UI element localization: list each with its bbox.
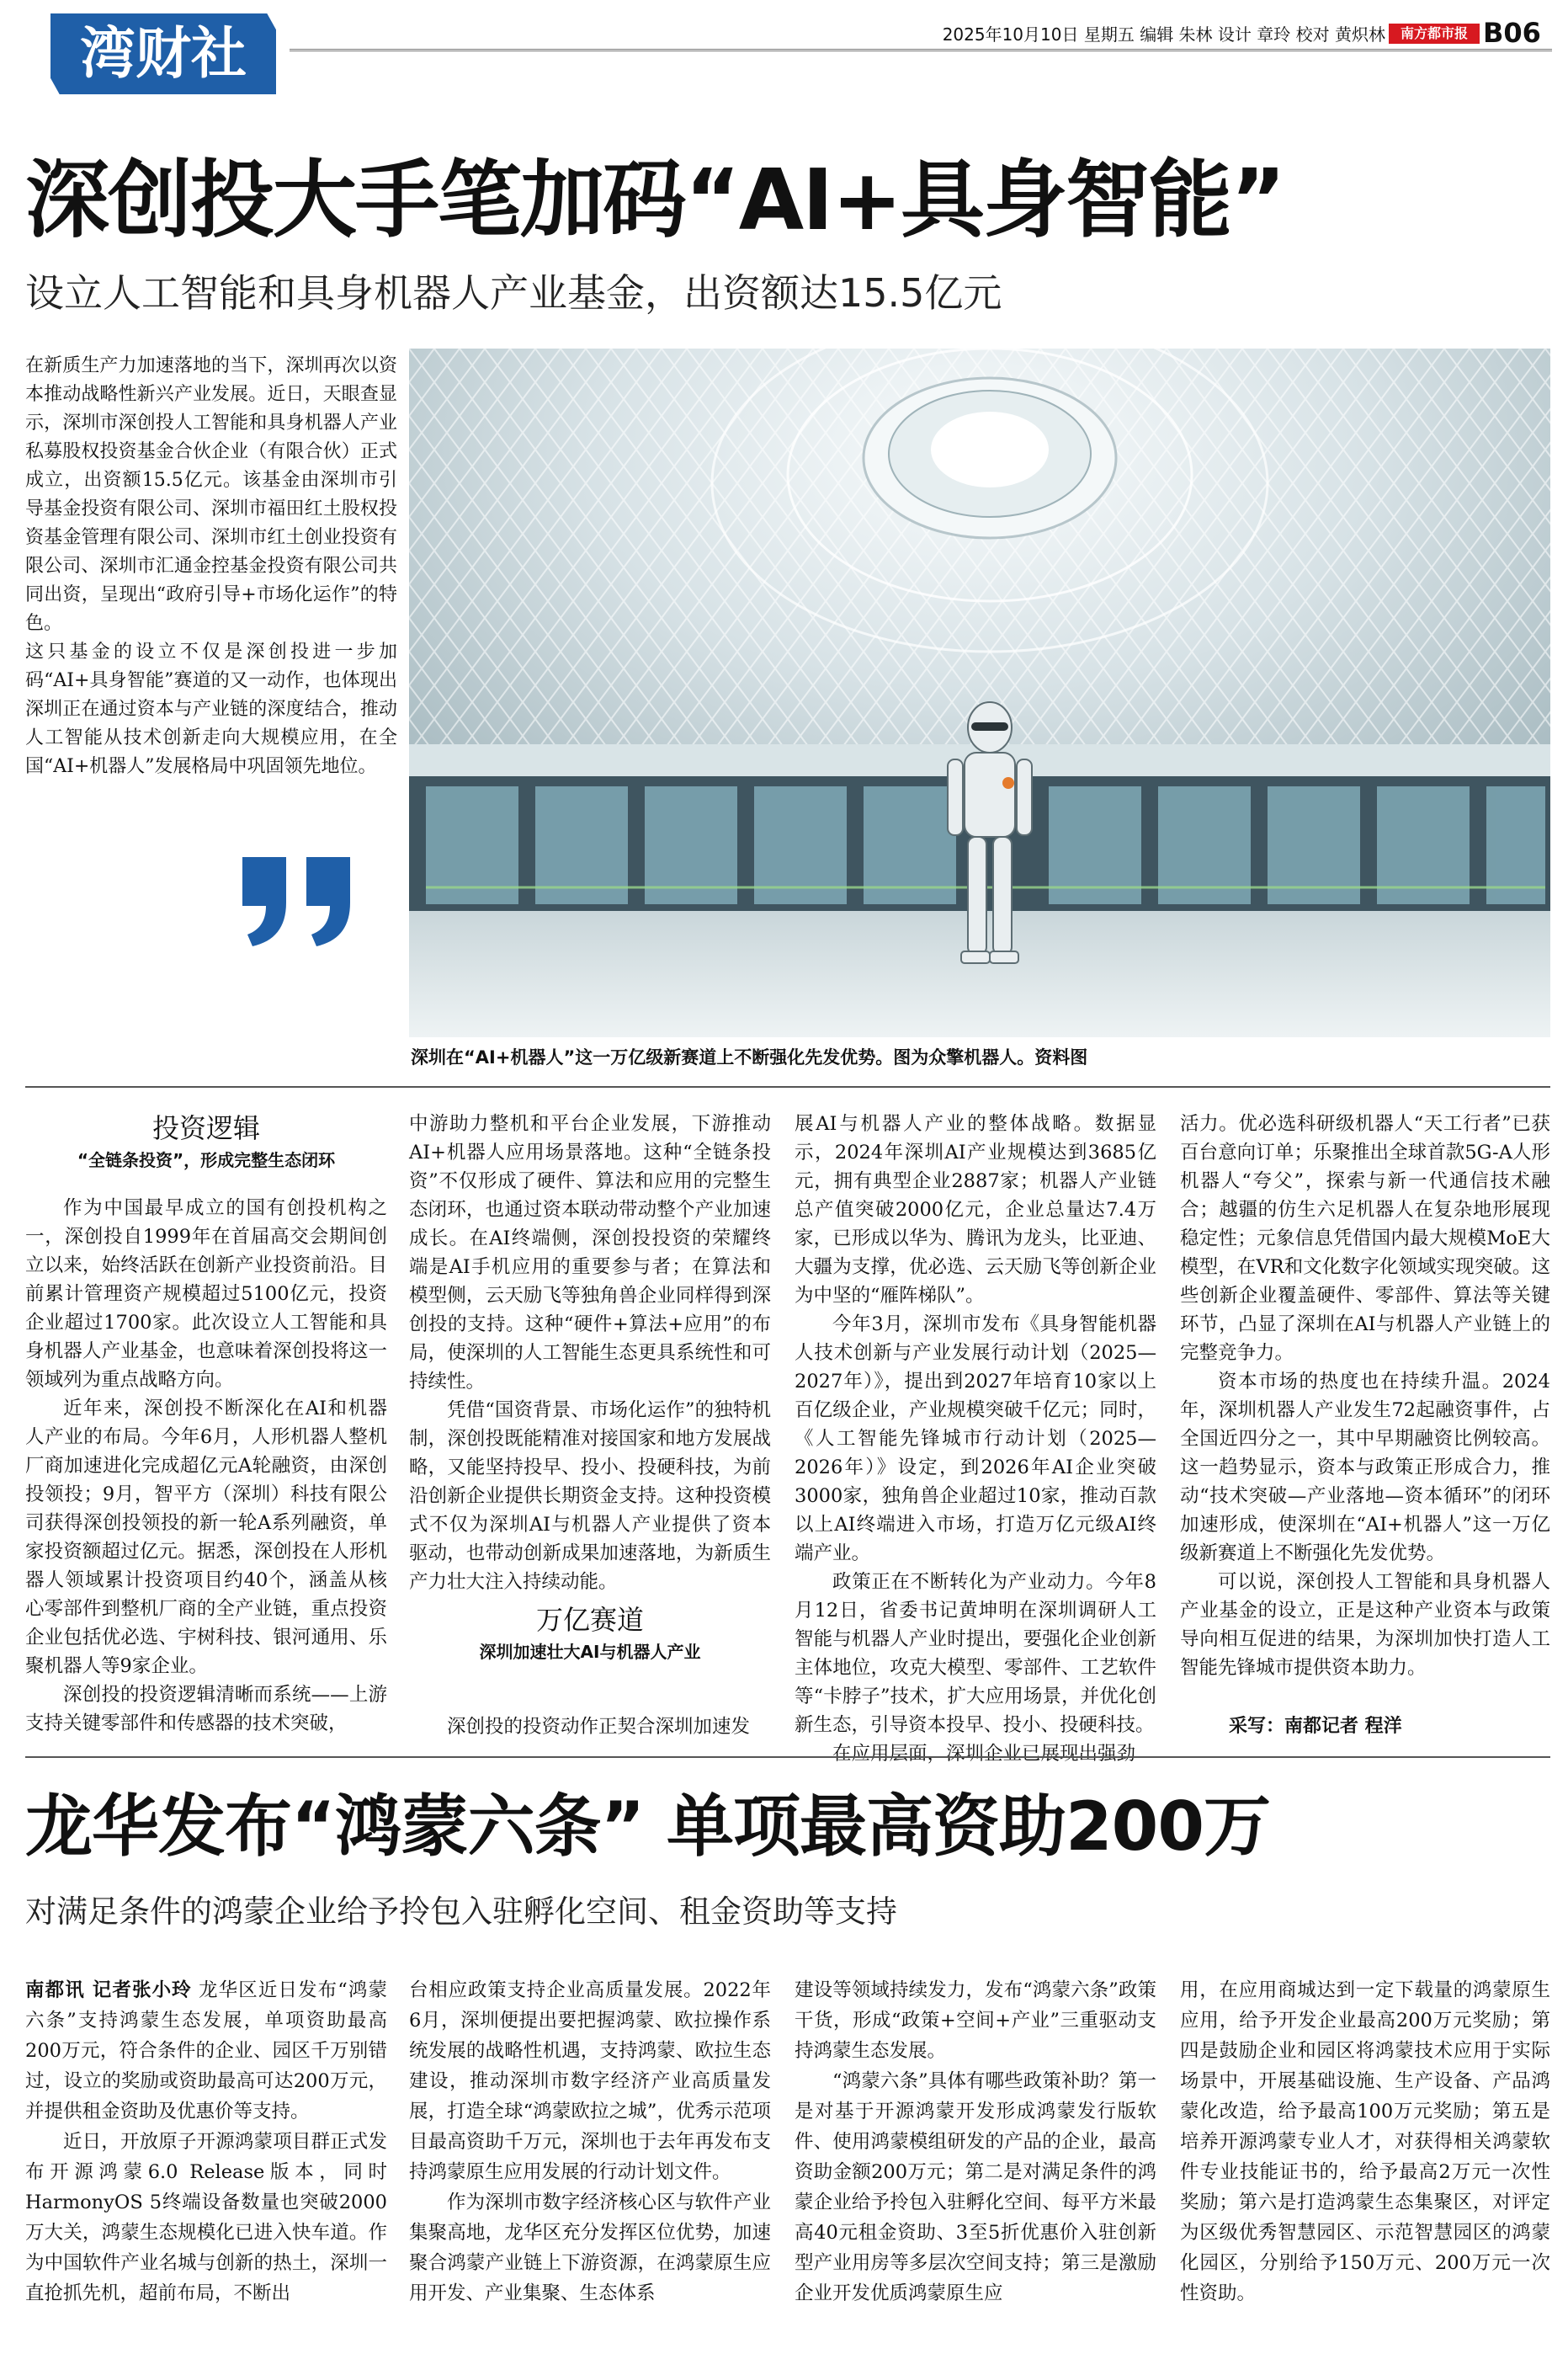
body-paragraph: 可以说，深创投人工智能和具身机器人产业基金的设立，正是这种产业资本与政策导向相互促进的结果，为深圳加快打造人工智能先锋城市提供资本助力。 [1180, 1571, 1550, 1679]
body-paragraph: 用，在应用商城达到一定下载量的鸿蒙原生应用，给予开发企业最高200万元奖励；第四是鼓励企业和园区将鸿蒙技术应用于实际场景中，开展基础设施、生产设备、产品鸿蒙化改造，给予最高100万元奖励；第五是培养开源鸿蒙专业人才，对获得相关鸿蒙软件专业技能证书的，给予最高2万元一次性奖励；第六是打造鸿蒙生态集聚区，对评定为区级优秀智慧园区、示范智慧园区的鸿蒙化园区，分别给予150万元、200万元一次性资助。 [1180, 1979, 1550, 2304]
date-line: 2025年10月10日 星期五 编辑 朱林 设计 章玲 校对 黄炽林 [942, 24, 1385, 45]
article1-byline: 采写：南都记者 程洋 [1229, 1716, 1402, 1737]
section-trillion-track [409, 1601, 771, 1665]
body-paragraph: “鸿蒙六条”具体有哪些政策补助？第一是对基于开源鸿蒙开发形成鸿蒙发行版软件、使用鸿蒙模组研发的产品的企业，最高资助金额200万元；第二是对满足条件的鸿蒙企业给予拎包入驻孵化空间、每平方米最高40元租金资助、3至5折优惠价入驻创新型产业用房等多层次空间支持；第三是激励企业开发优质鸿蒙原生应 [795, 2070, 1156, 2304]
article2-headline: 龙华发布“鸿蒙六条” 单项最高资助200万 [25, 1787, 1270, 1866]
article2-col1 [25, 1975, 387, 2309]
body-paragraph: 政策正在不断转化为产业动力。今年8月12日，省委书记黄坤明在深圳调研人工智能与机器人产业时提出，要强化企业创新主体地位，攻克大模型、零部件、工艺软件等“卡脖子”技术，扩大应用场景，并优化创新生态，引导资本投早、投小、投硬科技。 [795, 1571, 1156, 1736]
header-rule [290, 49, 1552, 51]
article1-col3 [795, 1110, 1156, 1768]
article1-lead [25, 352, 397, 781]
body-paragraph: 在应用层面，深圳企业已展现出强劲 [832, 1743, 1136, 1765]
body-paragraph: 深创投的投资动作正契合深圳加速发 [447, 1716, 751, 1738]
article2-col4 [1180, 1975, 1550, 2309]
article-divider [25, 1756, 1550, 1758]
body-paragraph: 台相应政策支持企业高质量发展。2022年6月，深圳便提出要把握鸿蒙、欧拉操作系统发展的战略性机遇，支持鸿蒙、欧拉生态建设，推动深圳市数字经济产业高质量发展，打造全球“鸿蒙欧拉之城”，优秀示范项目最高资助千万元，深圳也于去年再发布支持鸿蒙原生应用发展的行动计划文件。 [409, 1979, 771, 2183]
body-paragraph: 凭借“国资背景、市场化运作”的独特机制，深创投既能精准对接国家和地方发展战略，又能坚持投早、投小、投硬科技，为前沿创新企业提供长期资金支持。这种投资模式不仅为深圳AI与机器人产业提供了资本驱动，也带动创新成果加速落地，为新质生产力壮大注入持续动能。 [409, 1399, 771, 1593]
article2-byline: 南都讯 记者张小玲 [25, 1979, 192, 2001]
article2-subheadline: 对满足条件的鸿蒙企业给予拎包入驻孵化空间、租金资助等支持 [25, 1893, 897, 1930]
article2-col2 [409, 1975, 771, 2309]
quote-mark-icon [236, 850, 359, 950]
section-title: 投资逻辑 [151, 1112, 260, 1144]
body-paragraph: 建设等领域持续发力，发布“鸿蒙六条”政策干货，形成“政策+空间+产业”三重驱动支持鸿蒙生态发展。 [795, 1979, 1156, 2062]
lead-text: 龙华区近日发布“鸿蒙六条”支持鸿蒙生态发展，单项资助最高200万元，符合条件的企业、园区千万别错过，设立的奖励或资助最高可达200万元，并提供租金资助及优惠价等支持。 [25, 1979, 387, 2122]
body-paragraph: 近年来，深创投不断深化在AI和机器人产业的布局。今年6月，人形机器人整机厂商加速进化完成超亿元A轮融资，由深创投领投；9月，智平方（深圳）科技有限公司获得深创投领投的新一轮A系列融资，单家投资额超过亿元。据悉，深创投在人形机器人领域累计投资项目约40个，涵盖从核心零部件到整机厂商的全产业链，重点投资企业包括优必选、宇树科技、银河通用、乐聚机器人等9家企业。 [25, 1398, 387, 1677]
article2-col3 [795, 1975, 1156, 2309]
paper-logo: 南方都市报 [1389, 24, 1480, 44]
body-paragraph: 作为深圳市数字经济核心区与软件产业集聚高地，龙华区充分发挥区位优势，加速聚合鸿蒙产业链上下游资源，在鸿蒙原生应用开发、产业集聚、生态体系 [409, 2192, 771, 2304]
body-paragraph: 活力。优必选科研级机器人“天工行者”已获百台意向订单；乐聚推出全球首款5G-A人形机器人“夸父”，探索与新一代通信技术融合；越疆的仿生六足机器人在复杂地形展现稳定性；元象信息凭借国内最大规模MoE大模型，在VR和文化数字化领域实现突破。这些创新企业覆盖硬件、零部件、算法等关键环节，凸显了深圳在AI与机器人产业链上的完整竞争力。 [1180, 1113, 1550, 1364]
article1-subheadline: 设立人工智能和具身机器人产业基金，出资额达15.5亿元 [25, 270, 1002, 316]
body-paragraph: 资本市场的热度也在持续升温。2024年，深圳机器人产业发生72起融资事件，占全国近四分之一，其中早期融资比例较高。这一趋势显示，资本与政策正形成合力，推动“技术突破—产业落地—资本循环”的闭环加速形成，使深圳在“AI+机器人”这一万亿级新赛道上不断强化先发优势。 [1180, 1371, 1550, 1564]
body-paragraph: 展AI与机器人产业的整体战略。数据显示，2024年深圳AI产业规模达到3685亿元，拥有典型企业2887家；机器人产业链总产值突破2000亿元，企业总量达7.4万家，已形成以华为、腾讯为龙头，比亚迪、大疆为支撑，优必选、云天励飞等创新企业为中坚的“雁阵梯队”。 [795, 1113, 1156, 1307]
section-subtitle: “全链条投资”，形成完整生态闭环 [77, 1150, 336, 1170]
body-paragraph: 中游助力整机和平台企业发展，下游推动AI+机器人应用场景落地。这种“全链条投资”不仅形成了硬件、算法和应用的完整生态闭环，也通过资本联动带动整个产业加速成长。在AI终端侧，深创投投资的荣耀终端是AI手机应用的重要参与者；在算法和模型侧，云天励飞等独角兽企业同样得到深创投的支持。这种“硬件+算法+应用”的布局，使深圳的人工智能生态更具系统性和可持续性。 [409, 1113, 771, 1393]
section-name: 湾财社 [80, 21, 247, 86]
lead-paragraph: 这只基金的设立不仅是深创投进一步加码“AI+具身智能”赛道的又一动作，也体现出深圳正在通过资本与产业链的深度结合，推动人工智能从技术创新走向大规模应用，在全国“AI+机器人”发展格局中巩固领先地位。 [25, 642, 397, 777]
lead-paragraph: 在新质生产力加速落地的当下，深圳再次以资本推动战略性新兴产业发展。近日，天眼查显示，深圳市深创投人工智能和具身机器人产业私募股权投资基金合伙企业（有限合伙）正式成立，出资额15.5亿元。该基金由深圳市引导基金投资有限公司、深圳市福田红土股权投资基金管理有限公司、深圳市红土创业投资有限公司、深圳市汇通金控基金投资有限公司共同出资，呈现出“政府引导+市场化运作”的特色。 [25, 355, 397, 634]
section-subtitle: 深圳加速壮大AI与机器人产业 [479, 1642, 701, 1662]
article1-headline: 深创投大手笔加码“AI+具身智能” [25, 151, 1284, 249]
photo-rule [25, 1086, 1550, 1088]
robot-station-photo [409, 349, 1550, 1037]
body-paragraph: 作为中国最早成立的国有创投机构之一，深创投自1999年在首届高交会期间创立以来，始终活跃在创新产业投资前沿。目前累计管理资产规模超过5100亿元，投资企业超过1700家。此次设立人工智能和具身机器人产业基金，也意味着深创投将这一领域列为重点战略方向。 [25, 1197, 387, 1391]
body-paragraph: 深创投的投资逻辑清晰而系统——上游支持关键零部件和传感器的技术突破， [25, 1684, 387, 1734]
section-title: 万亿赛道 [535, 1604, 644, 1636]
section-investment-logic [25, 1110, 387, 1174]
article1-col2-tail [409, 1712, 771, 1741]
page-number: B06 [1483, 17, 1541, 49]
body-paragraph [25, 1975, 387, 2127]
article1-col1 [25, 1194, 387, 1738]
photo-caption: 深圳在“AI+机器人”这一万亿级新赛道上不断强化先发优势。图为众擎机器人。资料图 [411, 1047, 1088, 1068]
article1-col4 [1180, 1110, 1550, 1682]
body-paragraph: 今年3月，深圳市发布《具身智能机器人技术创新与产业发展行动计划（2025—2027年）》，提出到2027年培育10家以上百亿级企业，产业规模突破千亿元；同时，《人工智能先锋城市行动计划（2025—2026年）》设定，到2026年AI企业突破3000家，独角兽企业超过10家，推动百款以上AI终端进入市场，打造万亿元级AI终端产业。 [795, 1313, 1156, 1564]
body-paragraph: 近日，开放原子开源鸿蒙项目群正式发布开源鸿蒙6.0 Release版本，同时HarmonyOS 5终端设备数量也突破2000万大关，鸿蒙生态规模化已进入快车道。作为中国软件产业名城与创新的热土，深圳一直抢抓先机，超前布局，不断出 [25, 2131, 387, 2304]
article1-col2 [409, 1110, 771, 1596]
